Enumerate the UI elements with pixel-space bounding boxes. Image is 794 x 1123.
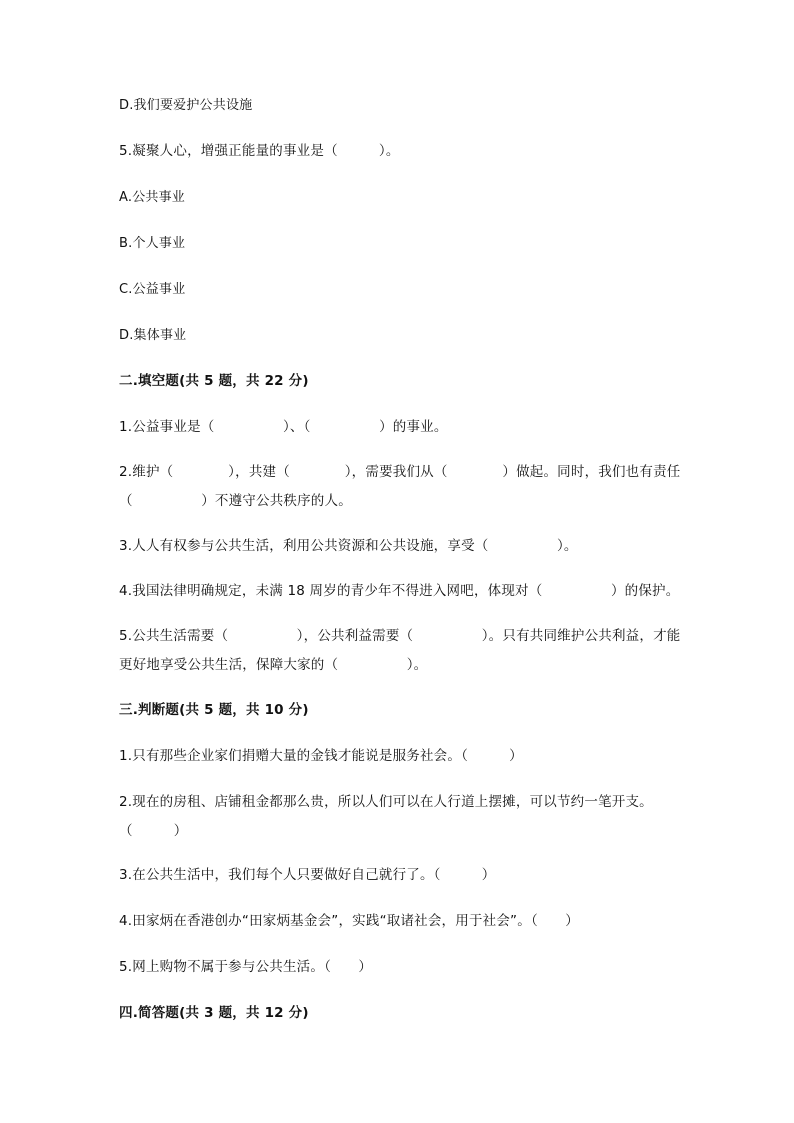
option-b-q5: B.个人事业 xyxy=(119,236,186,251)
fill-blank-5: 5.公共生活需要（ ），公共利益需要（ ）。只有共同维护公共利益，才能更好地享受公共生活，保障大家的（ ）。 xyxy=(119,628,681,673)
section-true-false-heading: 三.判断题(共 5 题，共 10 分) xyxy=(119,702,309,718)
true-false-2: 2.现在的房租、店铺租金都那么贵，所以人们可以在人行道上摆摊，可以节约一笔开支。（ ） xyxy=(119,794,653,839)
fill-blank-2: 2.维护（ ），共建（ ），需要我们从（ ）做起。同时，我们也有责任（ ）不遵守公共秩序的人。 xyxy=(119,464,681,509)
question-5: 5.凝聚人心，增强正能量的事业是（ ）。 xyxy=(119,143,400,159)
true-false-3: 3.在公共生活中，我们每个人只要做好自己就行了。（ ） xyxy=(119,867,496,883)
option-a-q5: A.公共事业 xyxy=(119,190,185,205)
fill-blank-3: 3.人人有权参与公共生活，利用公共资源和公共设施，享受（ ）。 xyxy=(119,538,578,554)
section-fill-blank-heading: 二.填空题(共 5 题，共 22 分) xyxy=(119,373,309,389)
true-false-1: 1.只有那些企业家们捐赠大量的金钱才能说是服务社会。（ ） xyxy=(119,748,523,764)
true-false-4: 4.田家炳在香港创办“田家炳基金会”，实践“取诸社会，用于社会”。（ ） xyxy=(119,913,580,929)
option-c-q5: C.公益事业 xyxy=(119,282,186,297)
option-d-q5: D.集体事业 xyxy=(119,328,187,343)
fill-blank-1: 1.公益事业是（ ）、（ ）的事业。 xyxy=(119,419,448,435)
section-short-answer-heading: 四.简答题(共 3 题，共 12 分) xyxy=(119,1005,309,1021)
true-false-5: 5.网上购物不属于参与公共生活。（ ） xyxy=(119,959,373,975)
fill-blank-4: 4.我国法律明确规定，未满 18 周岁的青少年不得进入网吧，体现对（ ）的保护。 xyxy=(119,583,680,599)
option-d-q4: D.我们要爱护公共设施 xyxy=(119,98,253,113)
